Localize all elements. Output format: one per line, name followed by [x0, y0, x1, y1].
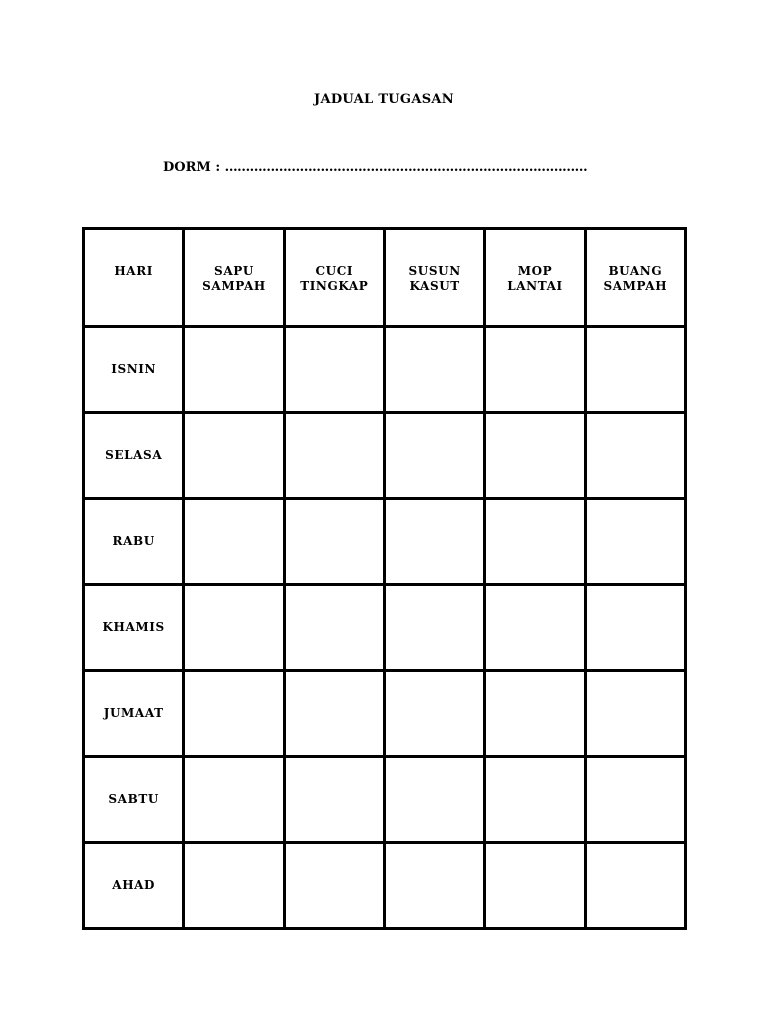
- table-row: [84, 671, 686, 757]
- empty-cell: [384, 585, 484, 671]
- table-header-row: [84, 229, 686, 327]
- empty-cell: [284, 327, 384, 413]
- empty-cell: [585, 327, 685, 413]
- day-cell: AHAD: [84, 843, 184, 929]
- empty-cell: [585, 585, 685, 671]
- empty-cell: [184, 671, 284, 757]
- empty-cell: [184, 585, 284, 671]
- duty-schedule-table: [82, 227, 687, 930]
- day-cell: SELASA: [84, 413, 184, 499]
- empty-cell: [284, 585, 384, 671]
- empty-cell: [585, 413, 685, 499]
- empty-cell: [384, 413, 484, 499]
- day-cell: RABU: [84, 499, 184, 585]
- day-cell: JUMAAT: [84, 671, 184, 757]
- header-label: BUANG: [608, 264, 663, 278]
- table-row: [84, 843, 686, 929]
- table-row: [84, 499, 686, 585]
- empty-cell: [585, 499, 685, 585]
- empty-cell: [184, 327, 284, 413]
- header-label: SAMPAH: [603, 279, 668, 293]
- header-label: SAMPAH: [202, 279, 266, 293]
- header-mop-lantai: [485, 229, 585, 327]
- empty-cell: [384, 757, 484, 843]
- day-cell: KHAMIS: [84, 585, 184, 671]
- empty-cell: [184, 757, 284, 843]
- header-label: SAPU: [214, 264, 254, 278]
- dorm-field: [163, 160, 587, 175]
- empty-cell: [585, 757, 685, 843]
- header-label: MOP: [517, 264, 553, 278]
- empty-cell: [485, 585, 585, 671]
- empty-cell: [384, 499, 484, 585]
- header-label: KASUT: [409, 279, 460, 293]
- empty-cell: [485, 671, 585, 757]
- empty-cell: [485, 757, 585, 843]
- dorm-label: DORM :: [163, 160, 221, 175]
- table-row: [84, 413, 686, 499]
- document-title: JADUAL TUGASAN: [314, 92, 454, 107]
- header-label: SUSUN: [408, 264, 461, 278]
- empty-cell: [184, 413, 284, 499]
- header-label: CUCI: [315, 264, 354, 278]
- day-cell: SABTU: [84, 757, 184, 843]
- day-cell: ISNIN: [84, 327, 184, 413]
- table-row: [84, 585, 686, 671]
- empty-cell: [585, 671, 685, 757]
- empty-cell: [585, 843, 685, 929]
- empty-cell: [485, 499, 585, 585]
- empty-cell: [485, 413, 585, 499]
- empty-cell: [485, 327, 585, 413]
- table-row: [84, 757, 686, 843]
- empty-cell: [284, 499, 384, 585]
- header-buang-sampah: [585, 229, 685, 327]
- empty-cell: [284, 413, 384, 499]
- table-row: [84, 327, 686, 413]
- header-susun-kasut: [384, 229, 484, 327]
- empty-cell: [384, 671, 484, 757]
- header-label: TINGKAP: [300, 279, 369, 293]
- header-cuci-tingkap: [284, 229, 384, 327]
- header-label: HARI: [114, 264, 153, 278]
- dorm-fill-line: ……………………………………………………………………………: [224, 160, 588, 175]
- empty-cell: [384, 327, 484, 413]
- empty-cell: [184, 843, 284, 929]
- empty-cell: [284, 843, 384, 929]
- empty-cell: [184, 499, 284, 585]
- empty-cell: [384, 843, 484, 929]
- header-hari: [84, 229, 184, 327]
- header-sapu-sampah: [184, 229, 284, 327]
- header-label: LANTAI: [507, 279, 563, 293]
- empty-cell: [284, 757, 384, 843]
- empty-cell: [485, 843, 585, 929]
- empty-cell: [284, 671, 384, 757]
